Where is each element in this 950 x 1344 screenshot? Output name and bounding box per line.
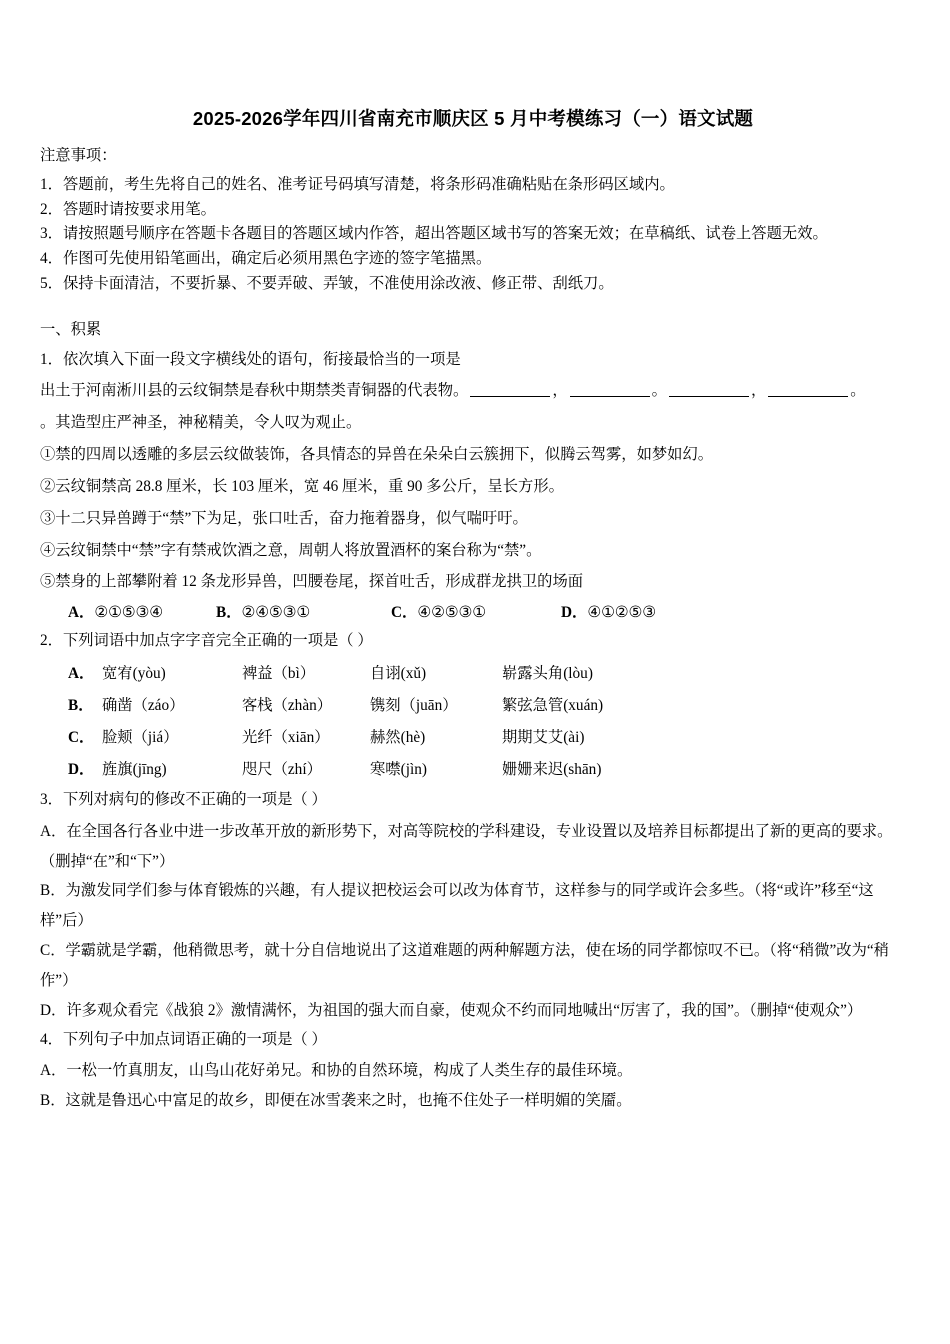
option-a[interactable] [68, 599, 216, 627]
option-c-word-1: 脸颊（jiá） [102, 728, 179, 746]
option-a-word-4: 崭露头角(lòu) [502, 664, 593, 682]
option-a-word-1: 宽宥(yòu) [102, 664, 166, 682]
fill-blank [470, 396, 550, 397]
option-c-word-2: 光纤（xiān） [242, 728, 330, 746]
option-d-label: D． [561, 604, 588, 622]
option-a-word-3: 自诩(xǔ) [370, 664, 427, 682]
question-3-option-d[interactable]: D．许多观众看完《战狼 2》激情满怀，为祖国的强大而自豪，使观众不约而同地喊出“厉害了，我的国”。（删掉“使观众”） [40, 1001, 863, 1019]
question-4-option-a[interactable]: A．一松一竹真朋友，山鸟山花好弟兄。和协的自然环境，构成了人类生存的最佳环境。 [40, 1062, 633, 1080]
notice-item: 5．保持卡面清洁，不要折暴、不要弄破、弄皱，不准使用涂改液、修正带、刮纸刀。 [40, 275, 614, 292]
question-4-stem: 4．下列句子中加点词语正确的一项是（ ） [40, 1030, 327, 1048]
option-c-word-3: 赫然(hè) [370, 728, 426, 746]
option-b-word-1: 确凿（záo） [102, 696, 185, 714]
option-b-text: ②④⑤③① [241, 604, 311, 622]
question-3-stem: 3．下列对病句的修改不正确的一项是（ ） [40, 791, 327, 808]
question-4-option-b[interactable]: B．这就是鲁迅心中富足的故乡，即便在冰雪袭来之时，也掩不住处子一样明媚的笑靥。 [40, 1092, 632, 1110]
question-2-option-a[interactable] [68, 658, 906, 690]
option-d[interactable] [561, 599, 656, 627]
notice-list [40, 173, 906, 297]
option-a-word-2: 裨益（bì） [242, 664, 316, 682]
option-d-text: ④①②⑤③ [587, 604, 656, 622]
question-2-option-d[interactable] [68, 754, 906, 786]
page-title: 2025-2026学年四川省南充市顺庆区 5 月中考模练习（一）语文试题 [192, 108, 754, 129]
option-a-label: A． [68, 664, 95, 682]
question-1-item: ③十二只异兽蹲于“禁”下为足，张口吐舌，奋力拖着器身，似气喘吁吁。 [40, 509, 528, 527]
question-3-option-a[interactable]: A．在全国各行各业中进一步改革开放的新形势下，对高等院校的学科建设，专业设置以及培养目标都提出了新的更高的要求。（删掉“在”和“下”） [40, 822, 893, 870]
fill-blank [570, 396, 650, 397]
question-2-option-b[interactable] [68, 690, 906, 722]
question-2-stem: 2．下列词语中加点字字音完全正确的一项是（ ） [40, 631, 373, 649]
notice-item: 2．答题时请按要求用笔。 [40, 200, 216, 218]
question-1-lead-after: 。其造型庄严神圣，神秘精美，令人叹为观止。 [40, 414, 362, 432]
question-3-option-c[interactable]: C．学霸就是学霸，他稍微思考，就十分自信地说出了这道难题的两种解题方法，使在场的同学都惊叹不已。（将“稍微”改为“稍作”） [40, 942, 889, 989]
question-1-options [68, 599, 906, 627]
notice-item: 3．请按照题号顺序在答题卡各题目的答题区域内作答，超出答题区域书写的答案无效；在草稿纸、试卷上答题无效。 [40, 225, 828, 243]
option-d-word-1: 旌旗(jīng) [102, 760, 167, 778]
question-1-lead: 出土于河南淅川县的云纹铜禁是春秋中期禁类青铜器的代表物。 ， 。 ， 。 [40, 382, 866, 400]
option-d-word-4: 姗姗来迟(shān) [502, 760, 602, 778]
option-c-label: C． [391, 604, 418, 622]
option-c[interactable] [391, 599, 561, 627]
option-b-label: B． [68, 696, 94, 714]
section-heading-accumulation: 一、积累 [40, 320, 102, 338]
question-3-option-b[interactable]: B．为激发同学们参与体育锻炼的兴趣，有人提议把校运会可以改为体育节，这样参与的同学或许会多些。（将“或许”移至“这样”后） [40, 882, 874, 930]
notice-item: 1．答题前，考生先将自己的姓名、准考证号码填写清楚，将条形码准确粘贴在条形码区域内。 [40, 175, 675, 193]
option-d-label: D． [68, 760, 95, 778]
question-2-option-c[interactable] [68, 722, 906, 754]
option-d-word-3: 寒噤(jìn) [370, 760, 427, 778]
question-1-lead-before: 出土于河南淅川县的云纹铜禁是春秋中期禁类青铜器的代表物。 [40, 382, 469, 400]
option-c-label: C． [68, 728, 95, 746]
fill-blank [768, 396, 848, 397]
option-c-word-4: 期期艾艾(ài) [502, 728, 585, 746]
notice-item: 4．作图可先使用铅笔画出，确定后必须用黑色字迹的签字笔描黑。 [40, 250, 492, 268]
option-a-label: A． [68, 604, 95, 622]
option-b-label: B． [216, 604, 242, 622]
option-b-word-4: 繁弦急管(xuán) [502, 696, 604, 714]
question-1-item: ⑤禁身的上部攀附着 12 条龙形异兽，凹腰卷尾，探首吐舌，形成群龙拱卫的场面 [40, 573, 584, 591]
question-1-item: ①禁的四周以透雕的多层云纹做装饰，各具情态的异兽在朵朵白云簇拥下，似腾云驾雾，如梦如幻。 [40, 446, 714, 464]
option-d-word-2: 咫尺（zhí） [242, 760, 322, 778]
question-1-stem: 1．依次填入下面一段文字横线处的语句，衔接最恰当的一项是 [40, 350, 461, 368]
option-b-word-2: 客栈（zhàn） [242, 696, 333, 714]
notice-heading: 注意事项： [40, 147, 117, 164]
option-b[interactable] [216, 599, 391, 627]
question-1-item: ④云纹铜禁中“禁”字有禁戒饮酒之意，周朝人将放置酒杯的案台称为“禁”。 [40, 541, 542, 559]
question-1-item: ②云纹铜禁高 28.8 厘米，长 103 厘米，宽 46 厘米，重 90 多公斤，呈长方形。 [40, 477, 564, 495]
option-c-text: ④②⑤③① [417, 604, 486, 622]
option-b-word-3: 镌刻（juān） [370, 696, 458, 714]
option-a-text: ②①⑤③④ [94, 604, 163, 622]
fill-blank [669, 396, 749, 397]
